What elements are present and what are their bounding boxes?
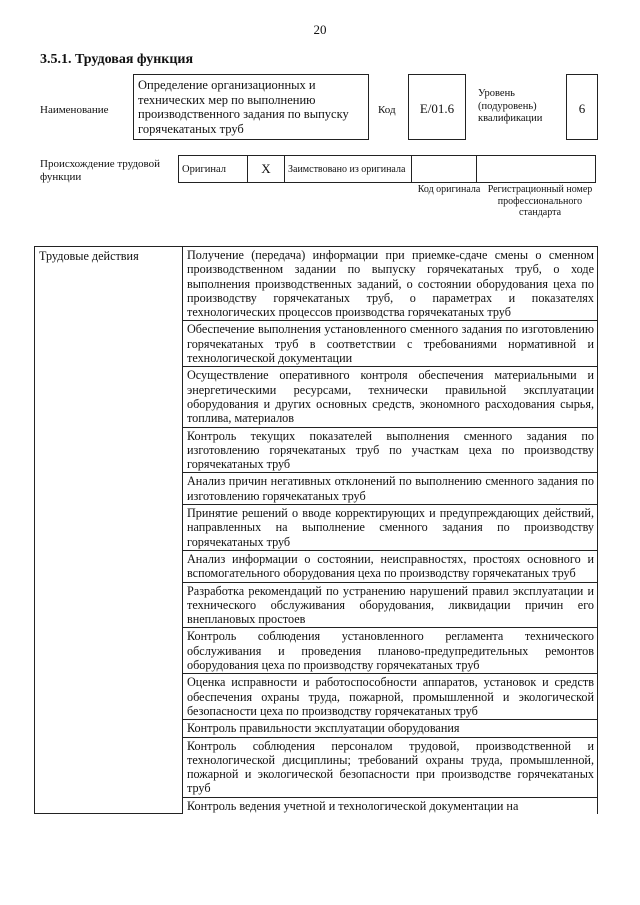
code-label: Код — [378, 104, 396, 116]
function-code-box: Е/01.6 — [408, 74, 466, 140]
level-label: Уровень (подуровень) квалификации — [478, 88, 543, 124]
labor-action-item: Контроль правильности эксплуатации оборудования — [183, 720, 598, 737]
labor-action-item: Контроль текущих показателей выполнения сменного задания по изготовлению горячекатаных труб по участкам цеха по производству горячекатаных труб — [183, 427, 598, 473]
origin-table — [178, 155, 596, 183]
table-row — [35, 247, 598, 321]
page-number: 20 — [313, 22, 327, 37]
labor-action-item: Принятие решений о вводе корректирующих и предупреждающих действий, направленных на выполнение сменного задания по производству горячекатаных труб — [183, 505, 598, 551]
category-cell: Трудовые действия — [35, 247, 183, 814]
labor-action-item: Контроль соблюдения персоналом трудовой, производственной и технологической дисциплины; требований охраны труда, промышленной, пожарной и экологической безопасности при производстве горячекатаных труб — [183, 737, 598, 797]
borrowed-label: Заимствовано из оригинала — [285, 156, 412, 183]
labor-action-item: Контроль соблюдения установленного регламента технического обслуживания и проведения планово-предупредительных ремонтов оборудования цеха по производству горячекатаных труб — [183, 628, 598, 674]
qualification-level-box: 6 — [566, 74, 598, 140]
function-name-box: Определение организационных и технических мер по выполнению производственного задания по выпуску горячекатаных труб — [133, 74, 369, 140]
labor-action-item: Оценка исправности и работоспособности аппаратов, установок и средств обеспечения охраны труда, пожарной, промышленной и экологической безопасности цеха по производству горячекатаных труб — [183, 674, 598, 720]
labor-action-item: Получение (передача) информации при приемке-сдаче смены о сменном производственном задании по выпуску горячекатаных труб, о ходе выполнения производственных заданий, о состоянии оборудования цеха по производству горячекатаных труб, о параметрах и показателях технологических процессов производства горячекатаных труб — [183, 247, 598, 321]
labor-action-item: Контроль ведения учетной и технологической документации на — [183, 797, 598, 814]
code-original-caption: Код оригинала — [417, 184, 481, 195]
reg-number-cell — [477, 156, 596, 183]
reg-number-caption: Регистрационный номер профессионального стандарта — [487, 184, 593, 218]
section-heading: 3.5.1. Трудовая функция — [40, 52, 194, 67]
origin-label: Происхождение трудовой функции — [40, 158, 161, 183]
labor-action-item: Анализ информации о состоянии, неисправностях, простоях основного и вспомогательного оборудования цеха по производству горячекатаных труб — [183, 550, 598, 582]
labor-action-item: Анализ причин негативных отклонений по выполнению сменного задания по изготовлению горячекатаных труб — [183, 473, 598, 505]
name-label: Наименование — [40, 104, 109, 116]
labor-action-item: Осуществление оперативного контроля обеспечения материальными и энергетическими ресурсами, технически правильной эксплуатации оборудования и других основных средств, экономного расходования сырья, топлива, материалов — [183, 367, 598, 427]
labor-actions-table — [34, 246, 598, 814]
labor-action-item: Разработка рекомендаций по устранению нарушений правил эксплуатации и технического обслуживания оборудования, ликвидации причин его внеплановых простоев — [183, 582, 598, 628]
code-original-cell — [412, 156, 477, 183]
labor-action-item: Обеспечение выполнения установленного сменного задания по изготовлению горячекатаных труб в соответствии с требованиями нормативной и технологической документации — [183, 321, 598, 367]
original-label: Оригинал — [179, 156, 248, 183]
original-mark: X — [248, 156, 285, 183]
